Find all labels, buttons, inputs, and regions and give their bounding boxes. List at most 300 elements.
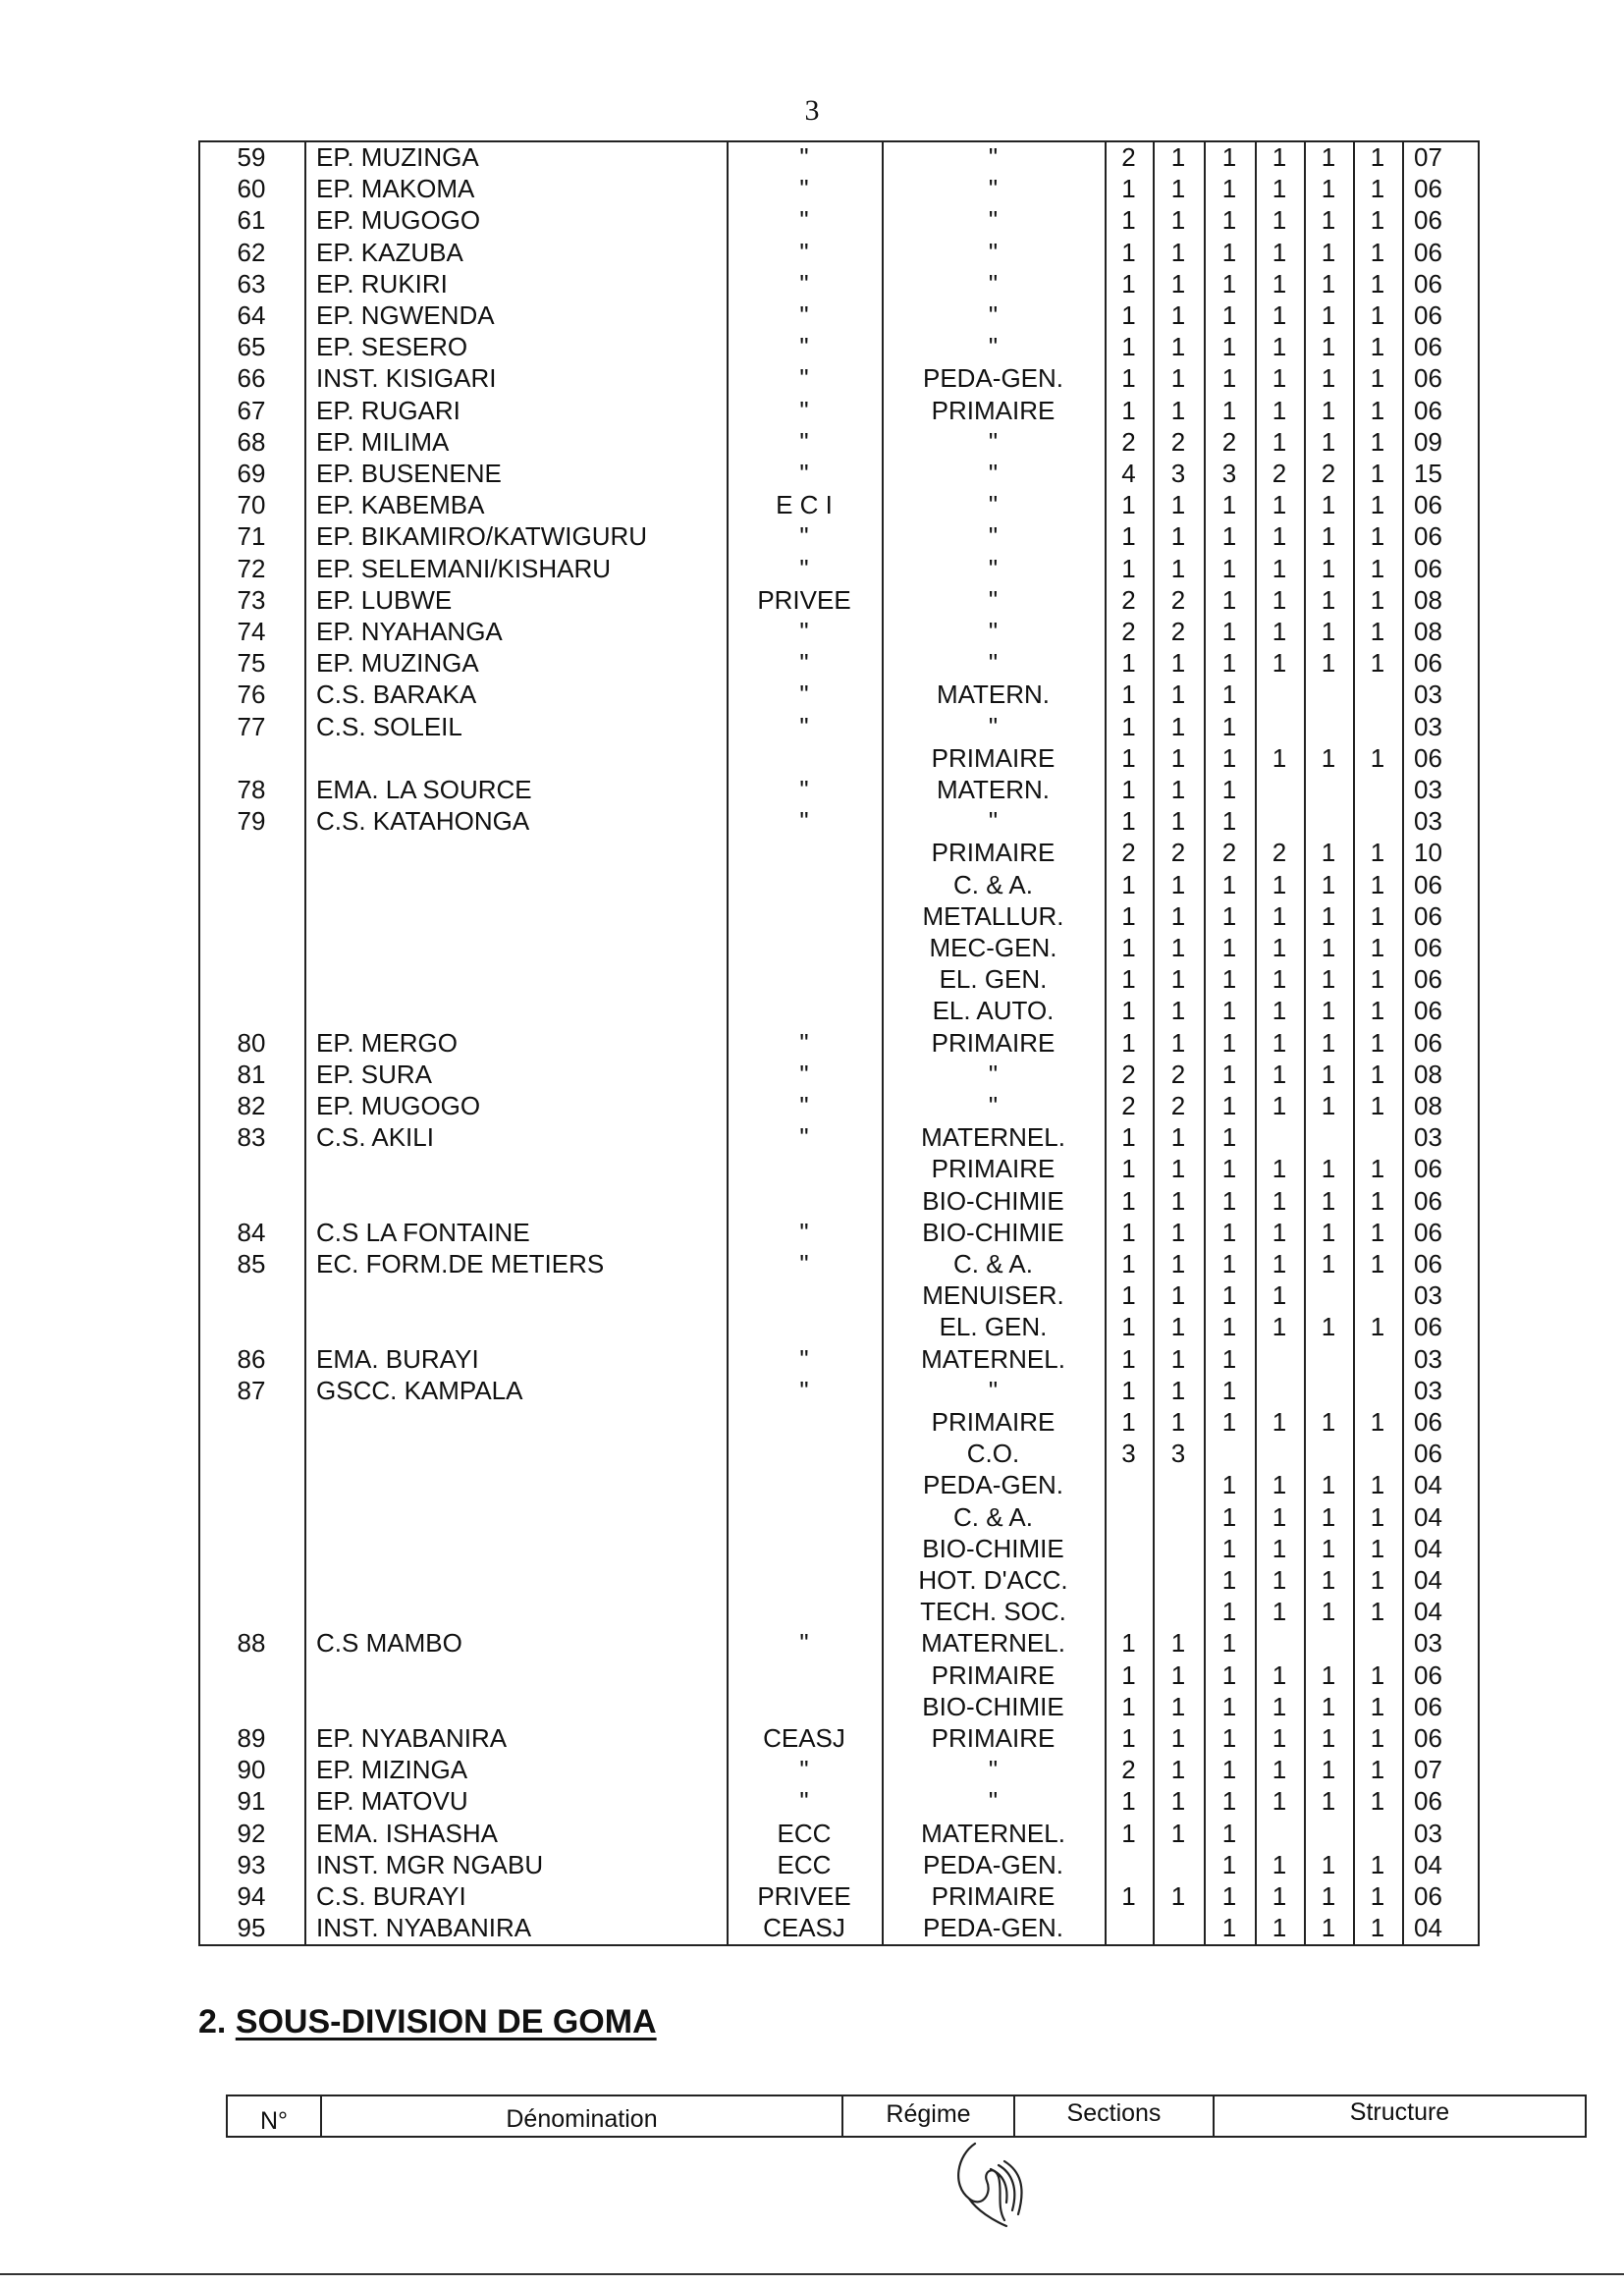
section: PRIMAIRE — [931, 1154, 1056, 1183]
structure-count: 1 — [1121, 1819, 1136, 1848]
row-total: 06 — [1414, 1786, 1442, 1816]
structure-count: 1 — [1321, 1502, 1336, 1532]
structure-count: 1 — [1121, 1249, 1136, 1279]
row-total: 06 — [1414, 396, 1442, 425]
structure-count: 1 — [1170, 490, 1186, 519]
section: " — [988, 712, 999, 741]
regime: ECC — [777, 1850, 832, 1879]
structure-count: 1 — [1272, 1597, 1287, 1626]
structure-count: 1 — [1170, 363, 1186, 393]
row-total: 03 — [1414, 775, 1442, 804]
row-total: 06 — [1414, 174, 1442, 203]
structure-count: 1 — [1170, 1344, 1186, 1374]
structure-count: 1 — [1121, 712, 1136, 741]
row-total: 03 — [1414, 1122, 1442, 1152]
regime: CEASJ — [763, 1723, 845, 1753]
section: MATERN. — [936, 680, 1051, 709]
regime: " — [799, 1122, 809, 1152]
row-number: 95 — [237, 1913, 266, 1942]
structure-count: 1 — [1121, 775, 1136, 804]
structure-count: 1 — [1370, 332, 1385, 361]
structure-count: 1 — [1121, 205, 1136, 235]
structure-count: 1 — [1170, 1249, 1186, 1279]
structure-count: 1 — [1170, 554, 1186, 583]
school-name: C.S LA FONTAINE — [316, 1218, 530, 1247]
structure-count: 1 — [1221, 396, 1237, 425]
row-total: 06 — [1414, 870, 1442, 899]
section: " — [988, 806, 999, 836]
structure-count: 1 — [1170, 269, 1186, 299]
row-total: 06 — [1414, 521, 1442, 551]
structure-count: 3 — [1221, 459, 1237, 488]
structure-count: 1 — [1321, 1028, 1336, 1058]
structure-count: 1 — [1370, 838, 1385, 867]
section: PEDA-GEN. — [922, 1470, 1064, 1499]
section: HOT. D'ACC. — [918, 1565, 1068, 1595]
structure-count: 1 — [1170, 205, 1186, 235]
structure-count: 1 — [1221, 1913, 1237, 1942]
school-name: EP. MUZINGA — [316, 142, 479, 172]
structure-count: 1 — [1121, 964, 1136, 994]
section: METALLUR. — [922, 901, 1064, 931]
row-total: 06 — [1414, 1881, 1442, 1911]
structure-count: 1 — [1272, 1660, 1287, 1690]
structure-count: 1 — [1370, 1881, 1385, 1911]
structure-count: 1 — [1370, 1312, 1385, 1341]
structure-count: 2 — [1170, 1060, 1186, 1089]
section: PRIMAIRE — [931, 1881, 1056, 1911]
structure-count: 1 — [1370, 1565, 1385, 1595]
structure-count: 2 — [1170, 585, 1186, 615]
structure-count: 1 — [1170, 521, 1186, 551]
structure-count: 2 — [1121, 617, 1136, 646]
structure-count: 1 — [1272, 427, 1287, 457]
structure-count: 1 — [1221, 1154, 1237, 1183]
section: MATERNEL. — [921, 1819, 1065, 1848]
structure-count: 1 — [1170, 996, 1186, 1025]
school-name: EP. BIKAMIRO/KATWIGURU — [316, 521, 648, 551]
structure-count: 1 — [1370, 648, 1385, 678]
structure-count: 1 — [1272, 964, 1287, 994]
structure-count: 1 — [1121, 1154, 1136, 1183]
structure-count: 1 — [1221, 1723, 1237, 1753]
structure-count: 1 — [1370, 996, 1385, 1025]
structure-count: 1 — [1321, 933, 1336, 962]
row-number: 84 — [237, 1218, 266, 1247]
row-total: 06 — [1414, 743, 1442, 773]
structure-count: 1 — [1370, 870, 1385, 899]
page-bottom-rule — [0, 2273, 1624, 2275]
structure-count: 2 — [1170, 617, 1186, 646]
section: C. & A. — [953, 1249, 1033, 1279]
row-total: 06 — [1414, 1723, 1442, 1753]
school-name: EMA. LA SOURCE — [316, 775, 532, 804]
row-total: 10 — [1414, 838, 1442, 867]
section: BIO-CHIMIE — [922, 1186, 1064, 1216]
structure-count: 1 — [1221, 269, 1237, 299]
school-name: EP. MERGO — [316, 1028, 459, 1058]
structure-count: 1 — [1370, 554, 1385, 583]
section: C. & A. — [953, 1502, 1033, 1532]
structure-count: 1 — [1221, 806, 1237, 836]
structure-count: 1 — [1321, 1249, 1336, 1279]
structure-count: 1 — [1321, 838, 1336, 867]
row-number: 72 — [237, 554, 266, 583]
structure-count: 1 — [1321, 363, 1336, 393]
structure-count: 1 — [1370, 269, 1385, 299]
structure-count: 1 — [1321, 396, 1336, 425]
structure-count: 1 — [1221, 1028, 1237, 1058]
row-total: 09 — [1414, 427, 1442, 457]
structure-count: 1 — [1370, 459, 1385, 488]
structure-count: 1 — [1272, 1091, 1287, 1120]
structure-count: 1 — [1221, 1534, 1237, 1563]
structure-count: 2 — [1121, 838, 1136, 867]
section: BIO-CHIMIE — [922, 1534, 1064, 1563]
structure-count: 1 — [1370, 174, 1385, 203]
row-total: 08 — [1414, 617, 1442, 646]
school-name: EP. KABEMBA — [316, 490, 485, 519]
row-number: 73 — [237, 585, 266, 615]
row-total: 06 — [1414, 332, 1442, 361]
structure-count: 1 — [1121, 521, 1136, 551]
structure-count: 1 — [1272, 1502, 1287, 1532]
section: MATERNEL. — [921, 1122, 1065, 1152]
structure-count: 1 — [1272, 554, 1287, 583]
structure-count: 1 — [1272, 1249, 1287, 1279]
structure-count: 1 — [1170, 1186, 1186, 1216]
row-total: 06 — [1414, 1439, 1442, 1468]
row-number: 87 — [237, 1376, 266, 1405]
school-name: EP. SURA — [316, 1060, 433, 1089]
structure-count: 1 — [1321, 1786, 1336, 1816]
row-total: 06 — [1414, 1154, 1442, 1183]
row-number: 86 — [237, 1344, 266, 1374]
structure-count: 1 — [1121, 1660, 1136, 1690]
structure-count: 1 — [1121, 1218, 1136, 1247]
structure-count: 1 — [1370, 1028, 1385, 1058]
regime: " — [799, 1218, 809, 1247]
regime: " — [799, 300, 809, 330]
section: " — [988, 300, 999, 330]
structure-count: 1 — [1221, 174, 1237, 203]
structure-count: 1 — [1221, 300, 1237, 330]
structure-count: 1 — [1370, 1218, 1385, 1247]
structure-count: 1 — [1121, 901, 1136, 931]
section: MATERNEL. — [921, 1344, 1065, 1374]
structure-count: 1 — [1121, 1786, 1136, 1816]
structure-count: 1 — [1121, 806, 1136, 836]
structure-count: 1 — [1321, 332, 1336, 361]
structure-count: 1 — [1121, 1407, 1136, 1437]
structure-count: 1 — [1221, 1755, 1237, 1784]
section: " — [988, 490, 999, 519]
structure-count: 1 — [1170, 1786, 1186, 1816]
structure-count: 1 — [1170, 1407, 1186, 1437]
section: " — [988, 174, 999, 203]
structure-count: 1 — [1321, 521, 1336, 551]
school-name: GSCC. KAMPALA — [316, 1376, 523, 1405]
regime: " — [799, 1091, 809, 1120]
row-total: 06 — [1414, 1218, 1442, 1247]
regime: ECC — [777, 1819, 832, 1848]
section: MEC-GEN. — [929, 933, 1057, 962]
school-name: EP. KAZUBA — [316, 238, 463, 267]
row-number: 71 — [237, 521, 266, 551]
structure-count: 1 — [1272, 996, 1287, 1025]
school-name: EP. MUZINGA — [316, 648, 479, 678]
structure-count: 1 — [1121, 1723, 1136, 1753]
structure-count: 1 — [1321, 996, 1336, 1025]
structure-count: 1 — [1221, 1470, 1237, 1499]
structure-count: 2 — [1121, 427, 1136, 457]
structure-count: 1 — [1321, 743, 1336, 773]
structure-count: 1 — [1170, 775, 1186, 804]
section-heading-title: SOUS-DIVISION DE GOMA — [235, 2003, 657, 2040]
school-name: INST. MGR NGABU — [316, 1850, 544, 1879]
regime: " — [799, 1786, 809, 1816]
structure-count: 1 — [1321, 1534, 1336, 1563]
structure-count: 1 — [1221, 1280, 1237, 1310]
section: BIO-CHIMIE — [922, 1692, 1064, 1721]
structure-count: 1 — [1221, 1881, 1237, 1911]
structure-count: 1 — [1221, 490, 1237, 519]
row-total: 03 — [1414, 806, 1442, 836]
structure-count: 1 — [1221, 363, 1237, 393]
section: PEDA-GEN. — [922, 1913, 1064, 1942]
structure-count: 1 — [1321, 585, 1336, 615]
row-total: 07 — [1414, 1755, 1442, 1784]
row-total: 06 — [1414, 554, 1442, 583]
row-total: 04 — [1414, 1565, 1442, 1595]
section: " — [988, 205, 999, 235]
school-name: EP. SESERO — [316, 332, 468, 361]
structure-count: 1 — [1221, 648, 1237, 678]
row-total: 03 — [1414, 680, 1442, 709]
structure-count: 1 — [1170, 332, 1186, 361]
structure-count: 1 — [1272, 1407, 1287, 1437]
structure-count: 3 — [1170, 1439, 1186, 1468]
structure-count: 1 — [1370, 142, 1385, 172]
row-total: 06 — [1414, 996, 1442, 1025]
structure-count: 1 — [1370, 1470, 1385, 1499]
section: EL. AUTO. — [932, 996, 1055, 1025]
structure-count: 1 — [1321, 1060, 1336, 1089]
school-name: EMA. ISHASHA — [316, 1819, 498, 1848]
row-total: 06 — [1414, 1407, 1442, 1437]
regime: " — [799, 205, 809, 235]
regime: CEASJ — [763, 1913, 845, 1942]
school-name: EP. MAKOMA — [316, 174, 475, 203]
structure-count: 1 — [1370, 1692, 1385, 1721]
structure-count: 1 — [1170, 901, 1186, 931]
school-name: EP. LUBWE — [316, 585, 453, 615]
row-total: 03 — [1414, 1344, 1442, 1374]
structure-count: 1 — [1221, 521, 1237, 551]
regime: " — [799, 712, 809, 741]
structure-count: 1 — [1170, 1819, 1186, 1848]
section: PEDA-GEN. — [922, 1850, 1064, 1879]
structure-count: 1 — [1321, 238, 1336, 267]
structure-count: 1 — [1170, 1154, 1186, 1183]
school-name: EC. FORM.DE METIERS — [316, 1249, 605, 1279]
structure-count: 1 — [1170, 648, 1186, 678]
school-name: EP. NGWENDA — [316, 300, 495, 330]
structure-count: 1 — [1370, 933, 1385, 962]
section: " — [988, 617, 999, 646]
structure-count: 1 — [1170, 933, 1186, 962]
structure-count: 1 — [1170, 712, 1186, 741]
row-total: 06 — [1414, 1186, 1442, 1216]
row-number: 91 — [237, 1786, 266, 1816]
regime: " — [799, 521, 809, 551]
structure-count: 3 — [1170, 459, 1186, 488]
structure-count: 1 — [1272, 363, 1287, 393]
regime: " — [799, 775, 809, 804]
row-total: 06 — [1414, 205, 1442, 235]
structure-count: 1 — [1272, 1312, 1287, 1341]
structure-count: 1 — [1121, 1028, 1136, 1058]
row-number: 80 — [237, 1028, 266, 1058]
structure-count: 1 — [1272, 648, 1287, 678]
structure-count: 1 — [1121, 490, 1136, 519]
structure-count: 1 — [1321, 427, 1336, 457]
row-number: 85 — [237, 1249, 266, 1279]
structure-count: 1 — [1170, 680, 1186, 709]
section: PRIMAIRE — [931, 1723, 1056, 1753]
structure-count: 2 — [1272, 459, 1287, 488]
section: PEDA-GEN. — [922, 363, 1064, 393]
regime: PRIVEE — [757, 585, 851, 615]
row-total: 03 — [1414, 712, 1442, 741]
structure-count: 1 — [1170, 1280, 1186, 1310]
structure-count: 1 — [1321, 1850, 1336, 1879]
structure-count: 1 — [1121, 1312, 1136, 1341]
regime: " — [799, 396, 809, 425]
structure-count: 1 — [1221, 996, 1237, 1025]
structure-count: 3 — [1121, 1439, 1136, 1468]
row-total: 03 — [1414, 1819, 1442, 1848]
section: " — [988, 1786, 999, 1816]
structure-count: 1 — [1370, 1755, 1385, 1784]
section: " — [988, 269, 999, 299]
structure-count: 1 — [1272, 396, 1287, 425]
structure-count: 1 — [1370, 238, 1385, 267]
section: PRIMAIRE — [931, 838, 1056, 867]
structure-count: 1 — [1272, 870, 1287, 899]
section: EL. GEN. — [939, 964, 1048, 994]
structure-count: 1 — [1272, 205, 1287, 235]
structure-count: 1 — [1221, 1660, 1237, 1690]
structure-count: 1 — [1121, 1122, 1136, 1152]
structure-count: 1 — [1321, 142, 1336, 172]
header-sections: Sections — [1066, 2099, 1162, 2127]
structure-count: 1 — [1272, 901, 1287, 931]
structure-count: 1 — [1272, 1060, 1287, 1089]
structure-count: 1 — [1321, 1881, 1336, 1911]
regime: " — [799, 554, 809, 583]
structure-count: 1 — [1321, 1407, 1336, 1437]
structure-count: 1 — [1321, 490, 1336, 519]
structure-count: 1 — [1221, 1407, 1237, 1437]
row-number: 93 — [237, 1850, 266, 1879]
structure-count: 1 — [1170, 964, 1186, 994]
structure-count: 1 — [1221, 1186, 1237, 1216]
structure-count: 1 — [1370, 585, 1385, 615]
structure-count: 2 — [1170, 427, 1186, 457]
structure-count: 1 — [1321, 964, 1336, 994]
structure-count: 1 — [1321, 300, 1336, 330]
structure-count: 1 — [1272, 332, 1287, 361]
structure-count: 1 — [1370, 1786, 1385, 1816]
school-name: C.S. SOLEIL — [316, 712, 462, 741]
structure-count: 1 — [1370, 1502, 1385, 1532]
section: " — [988, 521, 999, 551]
section: PRIMAIRE — [931, 743, 1056, 773]
structure-count: 1 — [1272, 1881, 1287, 1911]
regime: " — [799, 427, 809, 457]
structure-count: 1 — [1121, 933, 1136, 962]
structure-count: 1 — [1272, 1723, 1287, 1753]
structure-count: 1 — [1121, 743, 1136, 773]
structure-count: 1 — [1221, 1218, 1237, 1247]
structure-count: 1 — [1121, 1628, 1136, 1658]
structure-count: 1 — [1321, 1660, 1336, 1690]
structure-count: 1 — [1221, 617, 1237, 646]
structure-count: 1 — [1321, 1218, 1336, 1247]
structure-count: 1 — [1272, 1565, 1287, 1595]
structure-count: 1 — [1170, 870, 1186, 899]
structure-count: 1 — [1221, 1628, 1237, 1658]
section: PRIMAIRE — [931, 1660, 1056, 1690]
row-number: 70 — [237, 490, 266, 519]
structure-count: 1 — [1221, 1786, 1237, 1816]
structure-count: 1 — [1272, 743, 1287, 773]
structure-count: 1 — [1121, 174, 1136, 203]
structure-count: 1 — [1272, 1470, 1287, 1499]
structure-count: 1 — [1221, 1597, 1237, 1626]
header-structure: Structure — [1349, 2098, 1450, 2126]
regime: " — [799, 1376, 809, 1405]
regime: " — [799, 459, 809, 488]
structure-count: 1 — [1170, 396, 1186, 425]
structure-count: 4 — [1121, 459, 1136, 488]
row-number: 88 — [237, 1628, 266, 1658]
school-name: EP. MATOVU — [316, 1786, 468, 1816]
structure-count: 1 — [1272, 1186, 1287, 1216]
section: PRIMAIRE — [931, 1028, 1056, 1058]
structure-count: 1 — [1370, 1060, 1385, 1089]
structure-count: 1 — [1121, 1280, 1136, 1310]
structure-count: 1 — [1221, 1249, 1237, 1279]
row-total: 03 — [1414, 1376, 1442, 1405]
structure-count: 1 — [1370, 1091, 1385, 1120]
structure-count: 1 — [1170, 174, 1186, 203]
structure-count: 1 — [1170, 1628, 1186, 1658]
structure-count: 1 — [1272, 1913, 1287, 1942]
structure-count: 1 — [1221, 1565, 1237, 1595]
row-number: 59 — [237, 142, 266, 172]
row-number: 92 — [237, 1819, 266, 1848]
structure-count: 2 — [1170, 1091, 1186, 1120]
structure-count: 1 — [1370, 427, 1385, 457]
section: " — [988, 1376, 999, 1405]
structure-count: 1 — [1272, 1786, 1287, 1816]
regime: " — [799, 363, 809, 393]
section: " — [988, 648, 999, 678]
row-total: 06 — [1414, 648, 1442, 678]
structure-count: 1 — [1221, 1819, 1237, 1848]
